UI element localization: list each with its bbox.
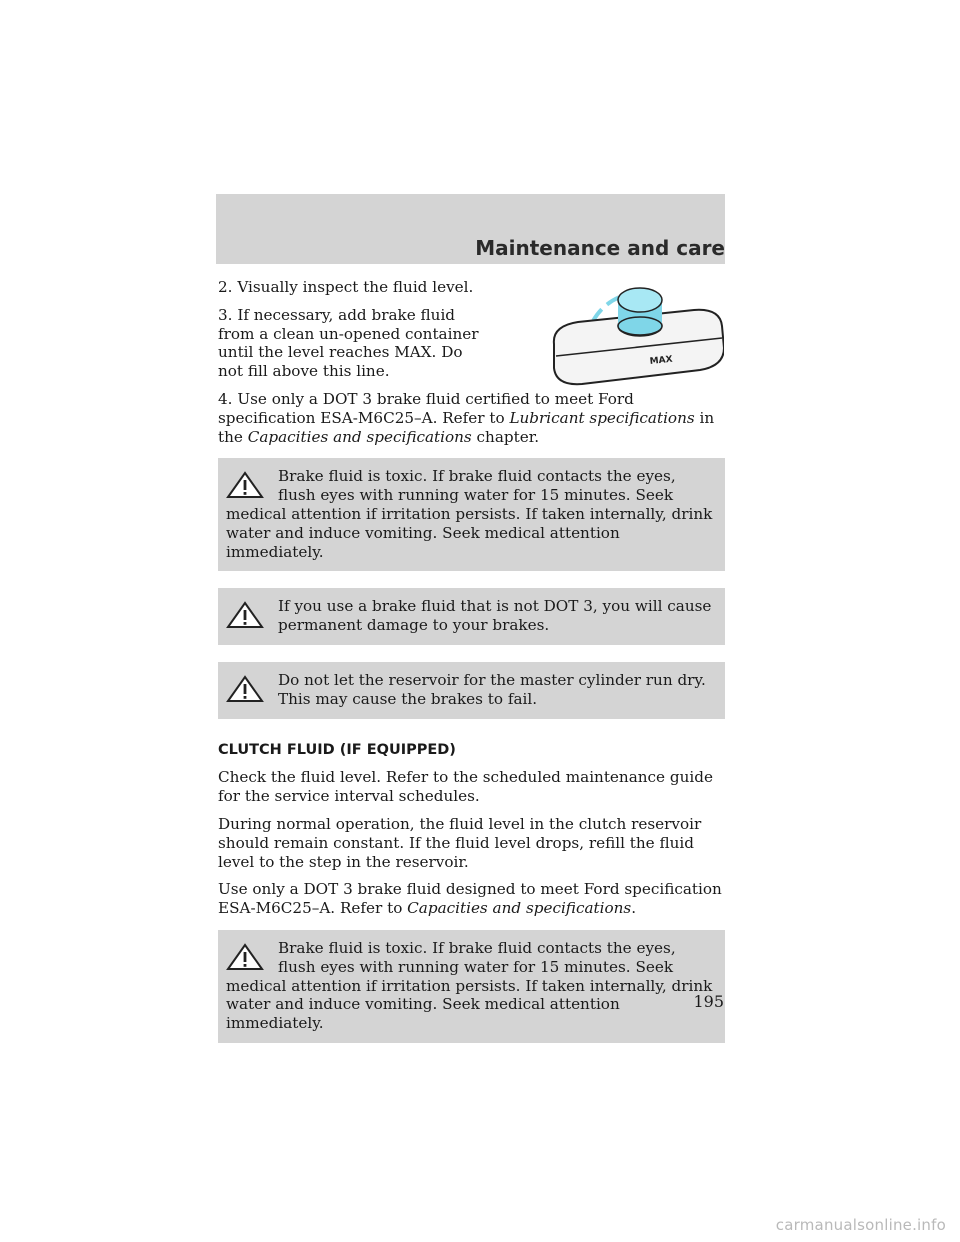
warning-box xyxy=(218,662,725,719)
lubricant-spec-ref: Lubricant specifications xyxy=(509,408,695,427)
brake-reservoir-illustration xyxy=(544,282,724,392)
chapter-header xyxy=(216,194,725,264)
clutch-para-3: Use only a DOT 3 brake fluid designed to meet Ford specification ESA-M6C25–A. Refer to Capacities and specifications. xyxy=(218,880,722,918)
step-3: 3. If necessary, add brake fluid from a clean un-opened container until the level reaches MAX. Do not fill above this line. xyxy=(218,305,479,381)
step-4: 4. Use only a DOT 3 brake fluid certified to meet Ford specification ESA-M6C25–A. Refer to Lubricant specifications in the Capacities and specifications chapter. xyxy=(218,389,715,446)
warning-text: If you use a brake fluid that is not DOT 3, you will cause permanent damage to your brakes. xyxy=(278,597,712,635)
watermark: carmanualsonline.info xyxy=(775,1216,946,1234)
warning-triangle-icon xyxy=(226,675,264,703)
warning-box xyxy=(218,930,725,1043)
max-label: MAX xyxy=(649,354,674,367)
warning-box xyxy=(218,588,725,645)
warning-triangle-icon xyxy=(226,943,264,971)
clutch-para-1: Check the fluid level. Refer to the scheduled maintenance guide for the service interval schedules. xyxy=(218,768,713,806)
page-number: 195 xyxy=(693,992,724,1011)
capacities-ref: Capacities and specifications xyxy=(407,899,632,918)
cap-bottom xyxy=(618,317,662,335)
chapter-title: Maintenance and care xyxy=(475,236,725,260)
clutch-para-2: During normal operation, the fluid level in the clutch reservoir should remain constant. If the fluid level drops, refill the fluid level to the step in the reservoir. xyxy=(218,814,702,871)
page-content xyxy=(218,278,725,1060)
warning-text: Brake fluid is toxic. If brake fluid contacts the eyes, flush eyes with running water for 15 minutes. Seek medical attention if irritation persists. If taken internally, drink water and induce vomiting. Seek medical attention immediately. xyxy=(226,938,713,1033)
step-2: 2. Visually inspect the fluid level. xyxy=(218,278,474,296)
warning-text: Do not let the reservoir for the master cylinder run dry. This may cause the brakes to fail. xyxy=(278,670,706,708)
cap-top xyxy=(618,288,662,312)
section-heading: CLUTCH FLUID (IF EQUIPPED) xyxy=(218,741,456,758)
warning-triangle-icon xyxy=(226,471,264,499)
warning-box xyxy=(218,458,725,571)
warning-triangle-icon xyxy=(226,601,264,629)
capacities-ref: Capacities and specifications xyxy=(247,427,472,446)
warning-text: Brake fluid is toxic. If brake fluid contacts the eyes, flush eyes with running water for 15 minutes. Seek medical attention if irritation persists. If taken internally, drink water and induce vomiting. Seek medical attention immediately. xyxy=(226,467,713,561)
